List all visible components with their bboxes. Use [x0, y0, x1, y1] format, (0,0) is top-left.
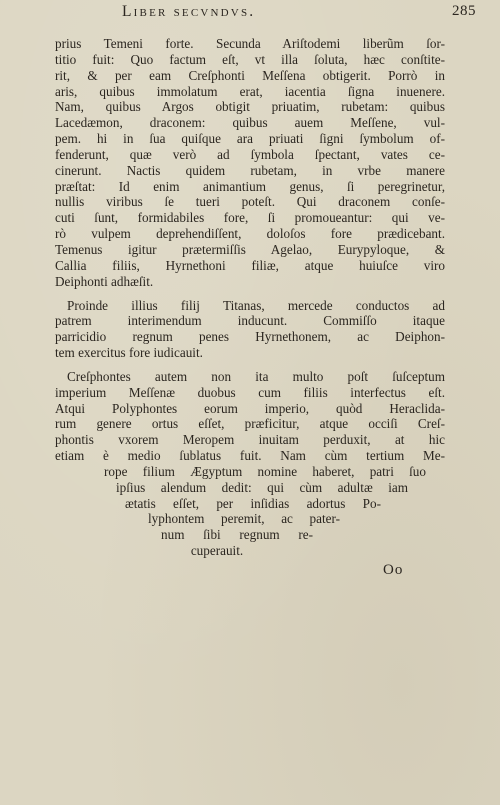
text-line: nullis viribus ſe tueri poteſt. Qui draconem conſe- — [55, 194, 445, 210]
text-line: lyphontem peremit, ac pater- — [148, 511, 340, 527]
text-line: Proinde illius filij Titanas, mercede conductos ad — [67, 297, 445, 313]
text-line: patrem interimendum inducunt. Commiſſo itaque — [55, 313, 445, 329]
running-head: Liber secvndvs. — [122, 3, 256, 20]
text-line: tem exercitus fore iudicauit. — [55, 345, 203, 361]
paragraph-1 — [55, 36, 445, 290]
text-line: etiam è medio ſublatus fuit. Nam cùm tertium Me- — [55, 448, 445, 464]
text-line: parricidio regnum penes Hyrnethonem, ac Deiphon- — [55, 329, 445, 345]
text-line: rò vulpem deprehendiſſent, doloſos fore prædicebant. — [55, 226, 445, 242]
paragraph-2 — [55, 298, 445, 361]
catchword: Oo — [383, 562, 404, 578]
text-line: rum genere ortus eſſet, præficitur, atque occiſi Creſ- — [55, 416, 445, 432]
paragraph-3 — [55, 369, 445, 559]
text-line: phontis vxorem Meropem inuitam perduxit, at hic — [55, 432, 445, 448]
text-line: pem. hi in ſua quiſque ara priuati ſigni ſymbolum of- — [55, 131, 445, 147]
body-text — [55, 36, 445, 559]
text-line: ætatis eſſet, per inſidias adortus Po- — [125, 495, 381, 511]
text-line: imperium Meſſenæ duobus cum filiis interfectus eſt. — [55, 384, 445, 400]
text-line: aris, quibus immolatum erat, iacentia ſigna inuenere. — [55, 83, 445, 99]
text-line: fenderunt, quæ verò ad ſymbola ſpectant, vates ce- — [55, 146, 445, 162]
text-line: rit, & per eam Creſphonti Meſſena obtigerit. Porrò in — [55, 67, 445, 83]
text-line: cuti ſunt, formidabiles fore, ſi promoueantur: qui ve- — [55, 210, 445, 226]
text-line: cuperauit. — [190, 543, 244, 559]
page-header — [0, 3, 500, 23]
text-line: Temenus igitur prætermiſſis Agelao, Eurypyloque, & — [55, 241, 445, 257]
text-line: titio fuit: Quo factum eſt, vt illa ſoluta, hæc conſtite- — [55, 51, 445, 67]
text-line: rope filium Ægyptum nomine haberet, patri ſuo — [104, 463, 426, 479]
text-line: Lacedæmon, draconem: quibus auem Meſſene, vul- — [55, 115, 445, 131]
text-line: ipſius alendum dedit: qui cùm adultæ iam — [116, 479, 408, 495]
text-line: Deiphonti adhæſit. — [55, 273, 154, 289]
text-line: Atqui Polyphontes eorum imperio, quòd Heraclida- — [55, 400, 445, 416]
page-number: 285 — [452, 3, 476, 19]
text-line: num ſibi regnum re- — [161, 527, 313, 543]
text-line: Creſphontes autem non ita multo poſt ſuſceptum — [67, 368, 445, 384]
text-line: Callia filiis, Hyrnethoni filiæ, atque huiuſce viro — [55, 257, 445, 273]
text-line: Nam, quibus Argos obtigit priuatim, rubetam: quibus — [55, 99, 445, 115]
text-line: præſtat: Id enim animantium genus, ſi peregrinetur, — [55, 178, 445, 194]
text-line: prius Temeni forte. Secunda Ariſtodemi liberũm ſor- — [55, 36, 445, 51]
text-line: cinerunt. Nactis quidem rubetam, in vrbe manere — [55, 162, 445, 178]
